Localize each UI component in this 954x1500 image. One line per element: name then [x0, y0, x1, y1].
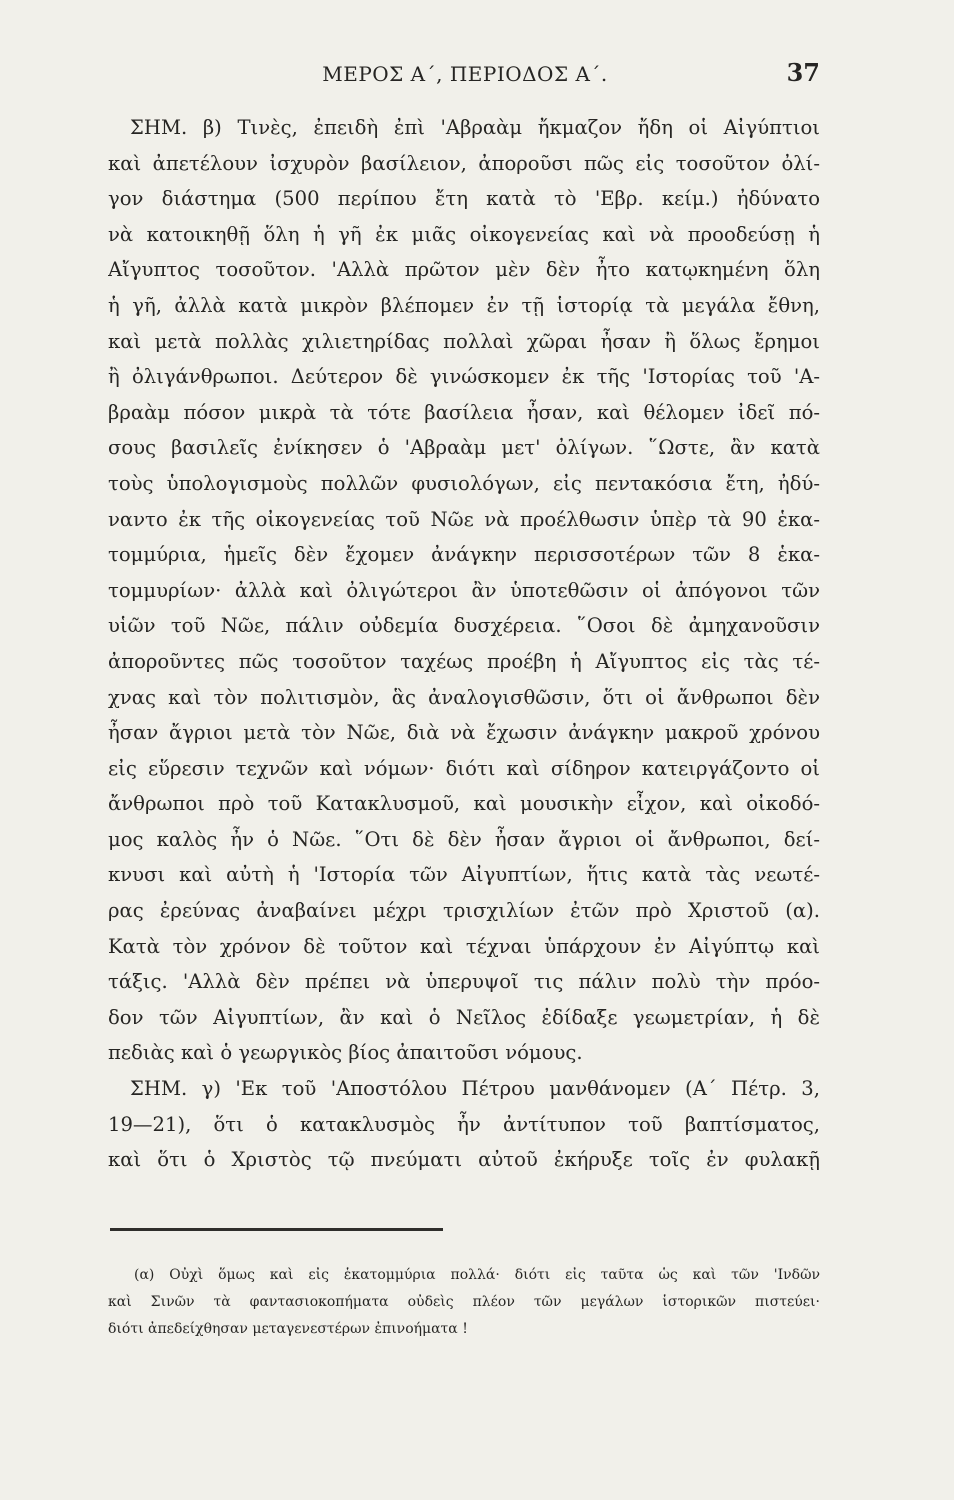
text-line: Αἴγυπτος τοσοῦτον. 'Αλλὰ πρῶτον μὲν δὲν ἦτο κατῳκημένη ὅλη	[108, 258, 820, 282]
text-line: τομμύρια, ἡμεῖς δὲν ἔχομεν ἀνάγκην περισσοτέρων τῶν 8 ἑκα-	[108, 543, 820, 567]
text-line: βραὰμ πόσον μικρὰ τὰ τότε βασίλεια ἦσαν, καὶ θέλομεν ἰδεῖ πό-	[108, 400, 820, 424]
text-line: Κατὰ τὸν χρόνον δὲ τοῦτον καὶ τέχναι ὑπάρχουν ἐν Αἰγύπτῳ καὶ	[108, 934, 820, 958]
text-line: νὰ κατοικηθῇ ὅλη ἡ γῆ ἐκ μιᾶς οἰκογενείας καὶ νὰ προοδεύσῃ ἡ	[108, 222, 820, 246]
text-line: πεδιὰς καὶ ὁ γεωργικὸς βίος ἀπαιτοῦσι νόμους.	[108, 1041, 583, 1065]
text-line: χνας καὶ τὸν πολιτισμὸν, ἃς ἀναλογισθῶσιν, ὅτι οἱ ἄνθρωποι δὲν	[108, 685, 820, 709]
text-line: ἀποροῦντες πῶς τοσοῦτον ταχέως προέβη ἡ Αἴγυπτος εἰς τὰς τέ-	[108, 649, 820, 673]
text-line: τομμυρίων· ἀλλὰ καὶ ὀλιγώτεροι ἂν ὑποτεθῶσιν οἱ ἀπόγονοι τῶν	[108, 578, 820, 602]
text-line: ναντο ἐκ τῆς οἰκογενείας τοῦ Νῶε νὰ προέλθωσιν ὑπὲρ τὰ 90 ἑκα-	[108, 507, 820, 531]
text-line: τοὺς ὑπολογισμοὺς πολλῶν φυσιολόγων, εἰς πεντακόσια ἔτη, ἠδύ-	[108, 471, 820, 495]
page-header	[110, 58, 820, 92]
text-line: 19—21), ὅτι ὁ κατακλυσμὸς ἦν ἀντίτυπον τοῦ βαπτίσματος,	[108, 1112, 820, 1136]
text-line: εἰς εὕρεσιν τεχνῶν καὶ νόμων· διότι καὶ σίδηρον κατειργάζοντο οἱ	[108, 756, 820, 780]
footnote-line: (α) Οὐχὶ ὅμως καὶ εἰς ἑκατομμύρια πολλά· διότι εἰς ταῦτα ὡς καὶ τῶν 'Ινδῶν	[134, 1267, 820, 1283]
footnote-line: διότι ἀπεδείχθησαν μεταγενεστέρων ἐπινοήματα !	[108, 1321, 468, 1337]
text-line: καὶ μετὰ πολλὰς χιλιετηρίδας πολλαὶ χῶραι ἦσαν ἢ ὅλως ἔρημοι	[108, 329, 820, 353]
text-line: ἄνθρωποι πρὸ τοῦ Κατακλυσμοῦ, καὶ μουσικὴν εἶχον, καὶ οἰκοδό-	[108, 792, 820, 816]
text-line: τάξις. 'Αλλὰ δὲν πρέπει νὰ ὑπερυψοῖ τις πάλιν πολὺ τὴν πρόο-	[108, 970, 820, 994]
text-line: καὶ ὅτι ὁ Χριστὸς τῷ πνεύματι αὐτοῦ ἐκήρυξε τοῖς ἐν φυλακῇ	[108, 1148, 820, 1172]
text-line: ἢ ὀλιγάνθρωποι. Δεύτερον δὲ γινώσκομεν ἐκ τῆς 'Ιστορίας τοῦ 'Α-	[108, 365, 820, 389]
main-text	[108, 110, 820, 1178]
text-line: δον τῶν Αἰγυπτίων, ἂν καὶ ὁ Νεῖλος ἐδίδαξε γεωμετρίαν, ἡ δὲ	[108, 1005, 820, 1029]
text-line: μος καλὸς ἦν ὁ Νῶε. ῞Οτι δὲ δὲν ἦσαν ἄγριοι οἱ ἄνθρωποι, δεί-	[108, 827, 820, 851]
footnote-line: καὶ Σινῶν τὰ φαντασιοκοπήματα οὐδεὶς πλέον τῶν μεγάλων ἱστορικῶν πιστεύει·	[108, 1294, 820, 1310]
text-line: ρας ἐρεύνας ἀναβαίνει μέχρι τρισχιλίων ἐτῶν πρὸ Χριστοῦ (α).	[108, 899, 820, 923]
text-line: καὶ ἀπετέλουν ἰσχυρὸν βασίλειον, ἀποροῦσι πῶς εἰς τοσοῦτον ὀλί-	[108, 151, 820, 175]
text-line: ΣΗΜ. γ) 'Εκ τοῦ 'Αποστόλου Πέτρου μανθάνομεν (Α΄ Πέτρ. 3,	[130, 1077, 820, 1101]
footnote-rule	[110, 1228, 443, 1231]
text-line: ΣΗΜ. β) Τινὲς, ἐπειδὴ ἐπὶ 'Αβραὰμ ἤκμαζον ἤδη οἱ Αἰγύπτιοι	[130, 116, 820, 139]
text-line: κνυσι καὶ αὐτὴ ἡ 'Ιστορία τῶν Αἰγυπτίων, ἥτις κατὰ τὰς νεωτέ-	[108, 863, 820, 887]
text-line: γον διάστημα (500 περίπου ἔτη κατὰ τὸ 'Εβρ. κείμ.) ἠδύνατο	[108, 187, 820, 211]
running-head: ΜΕΡΟΣ Α΄, ΠΕΡΙΟΔΟΣ Α΄.	[322, 62, 608, 86]
text-line: υἱῶν τοῦ Νῶε, πάλιν οὐδεμία δυσχέρεια. ῞Οσοι δὲ ἀμηχανοῦσιν	[108, 614, 820, 638]
text-line: σους βασιλεῖς ἐνίκησεν ὁ 'Αβραὰμ μετ' ὀλίγων. ῞Ωστε, ἂν κατὰ	[108, 436, 820, 460]
text-line: ἡ γῆ, ἀλλὰ κατὰ μικρὸν βλέπομεν ἐν τῇ ἱστορίᾳ τὰ μεγάλα ἔθνη,	[108, 293, 820, 317]
footnote	[108, 1262, 820, 1343]
text-line: ἦσαν ἄγριοι μετὰ τὸν Νῶε, διὰ νὰ ἔχωσιν ἀνάγκην μακροῦ χρόνου	[108, 721, 820, 745]
page-number: 37	[786, 58, 820, 87]
